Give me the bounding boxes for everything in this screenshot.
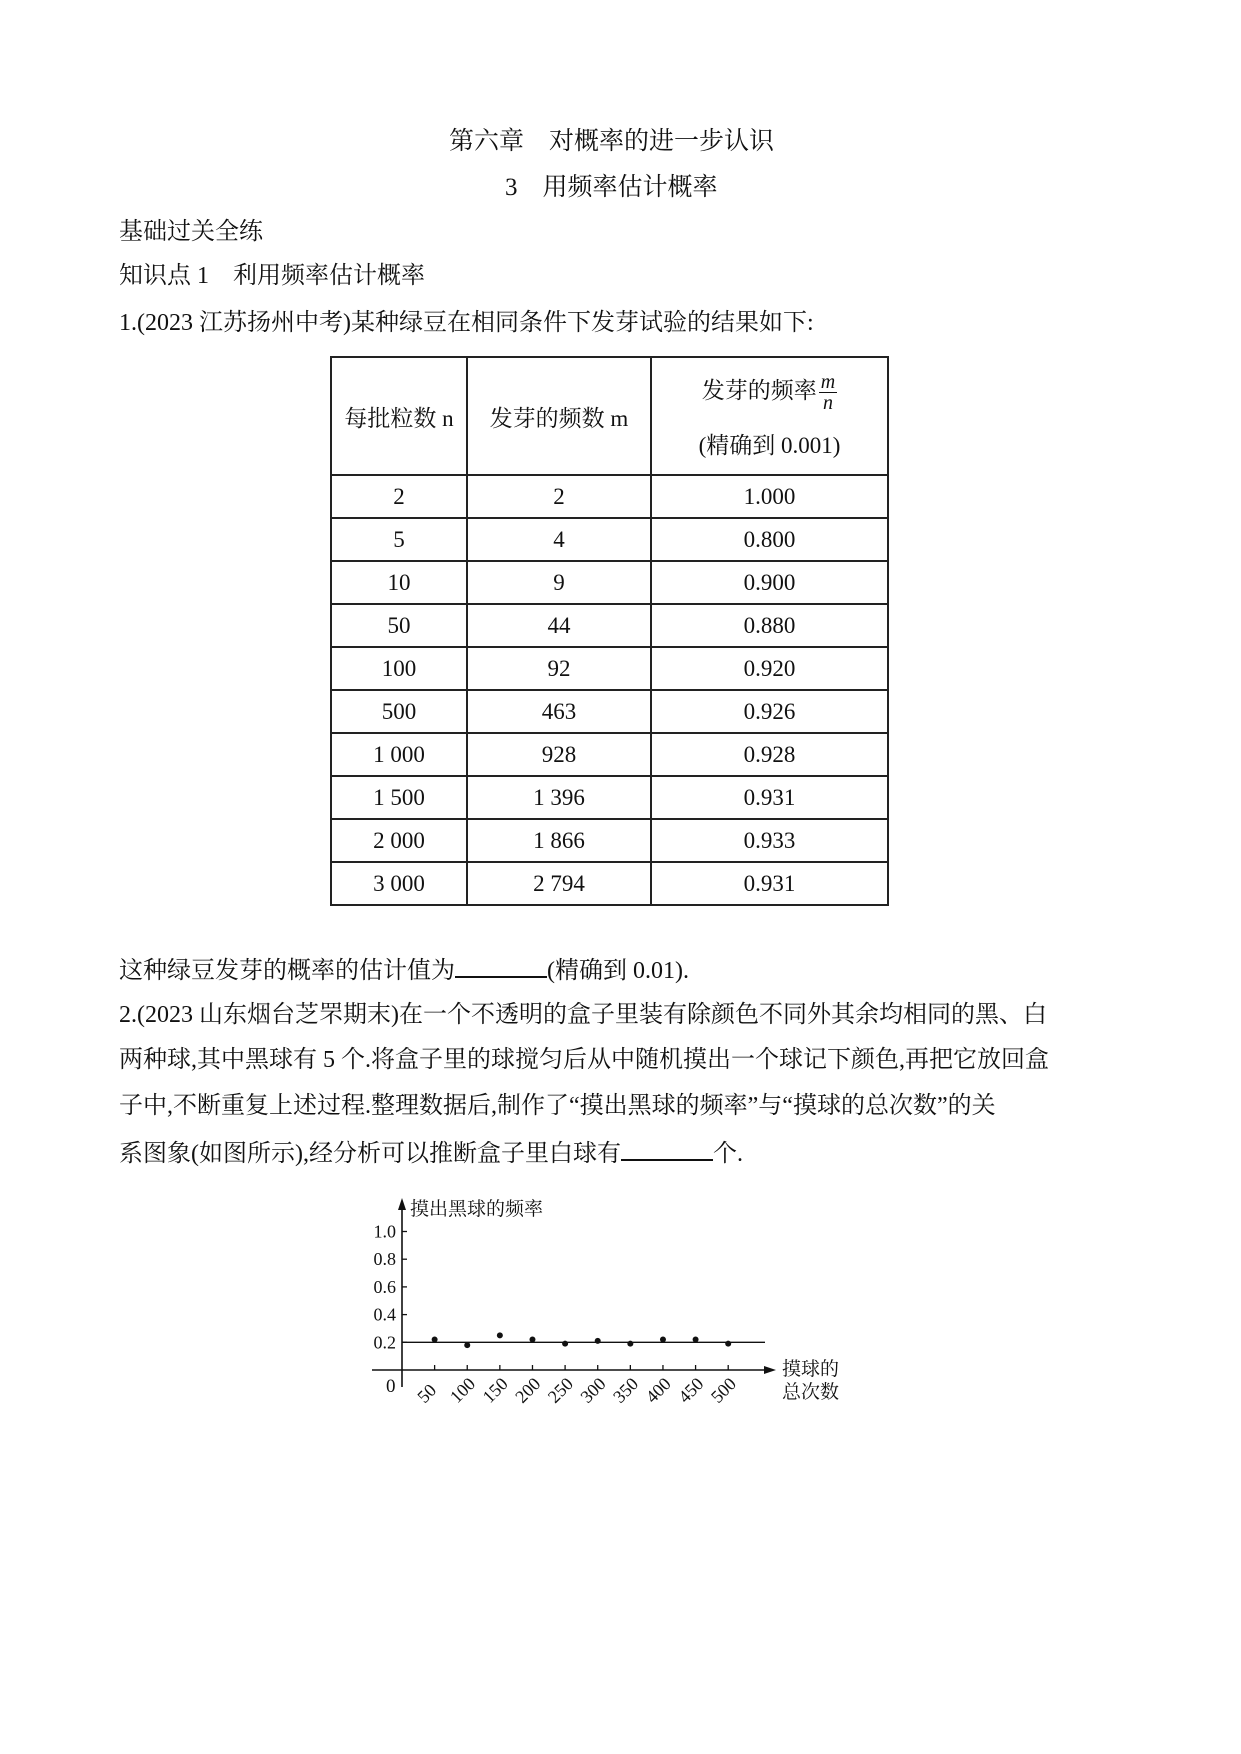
y-tick-label: 0.4 [373, 1304, 396, 1325]
header-frequency-text: 发芽的频率 [701, 377, 817, 403]
data-point [627, 1341, 633, 1347]
cell-germination-count: 2 794 [467, 862, 651, 905]
x-tick-label: 200 [511, 1373, 545, 1407]
q2-line-3: 子中,不断重复上述过程.整理数据后,制作了“摸出黑球的频率”与“摸球的总次数”的关 [119, 1093, 996, 1119]
x-axis-label-line-1: 摸球的 [782, 1359, 840, 1380]
cell-germination-frequency: 0.920 [651, 647, 888, 690]
cell-batch-size: 100 [331, 647, 467, 690]
y-tick-label: 0.8 [373, 1249, 396, 1270]
header-germination-count: 发芽的频数 m [467, 357, 651, 475]
y-tick-label: 0.6 [373, 1276, 396, 1297]
cell-batch-size: 3 000 [331, 862, 467, 905]
data-point [595, 1338, 601, 1344]
cell-germination-frequency: 0.926 [651, 690, 888, 733]
x-tick-label: 150 [478, 1373, 512, 1407]
cell-batch-size: 5 [331, 518, 467, 561]
chapter-title: 第六章 对概率的进一步认识 [449, 128, 775, 155]
data-point [725, 1341, 731, 1347]
fraction-numerator: m [820, 371, 836, 394]
header-batch-size: 每批粒数 n [331, 357, 467, 475]
x-tick-label: 350 [609, 1373, 643, 1407]
cell-germination-count: 2 [467, 475, 651, 518]
q2-line-4-prefix: 系图象(如图所示),经分析可以推断盒子里白球有 [119, 1141, 621, 1167]
origin-label: 0 [386, 1376, 396, 1397]
data-point [660, 1337, 666, 1343]
cell-germination-count: 928 [467, 733, 651, 776]
data-point [432, 1337, 438, 1343]
cell-germination-frequency: 0.931 [651, 862, 888, 905]
data-point [562, 1341, 568, 1347]
cell-batch-size: 500 [331, 690, 467, 733]
cell-batch-size: 1 500 [331, 776, 467, 819]
header-precision-note: (精确到 0.001) [698, 433, 841, 459]
data-point [529, 1337, 535, 1343]
cell-germination-frequency: 0.900 [651, 561, 888, 604]
q1-answer-prefix: 这种绿豆发芽的概率的估计值为 [119, 958, 455, 984]
q2-line-4-suffix: 个. [712, 1141, 743, 1167]
cell-germination-count: 4 [467, 518, 651, 561]
cell-batch-size: 1 000 [331, 733, 467, 776]
q2-line-2: 两种球,其中黑球有 5 个.将盒子里的球搅匀后从中随机摸出一个球记下颜色,再把它放回盒 [119, 1047, 1049, 1073]
cell-batch-size: 2 000 [331, 819, 467, 862]
data-point [693, 1337, 699, 1343]
y-tick-label: 1.0 [373, 1221, 396, 1242]
x-tick-label: 100 [445, 1373, 480, 1407]
cell-germination-frequency: 0.800 [651, 518, 888, 561]
cell-germination-frequency: 0.931 [651, 776, 888, 819]
section-label: 基础过关全练 [119, 219, 263, 245]
q1-stem: 1.(2023 江苏扬州中考)某种绿豆在相同条件下发芽试验的结果如下: [119, 310, 814, 336]
fraction-denominator: n [822, 392, 833, 415]
q1-answer-suffix: (精确到 0.01). [547, 958, 689, 984]
y-axis-arrow [398, 1198, 406, 1210]
x-tick-label: 450 [674, 1373, 708, 1407]
x-tick-label: 250 [543, 1373, 578, 1407]
cell-germination-count: 44 [467, 604, 651, 647]
cell-germination-frequency: 0.928 [651, 733, 888, 776]
cell-germination-frequency: 0.880 [651, 604, 888, 647]
cell-germination-count: 1 866 [467, 819, 651, 862]
y-axis-label: 摸出黑球的频率 [410, 1199, 544, 1220]
section-title: 3 用频率估计概率 [505, 174, 718, 201]
y-tick-label: 0.2 [373, 1332, 396, 1353]
x-axis-label-line-2: 总次数 [782, 1382, 840, 1403]
knowledge-point-heading: 知识点 1 利用频率估计概率 [119, 263, 425, 289]
x-tick-label: 300 [576, 1373, 610, 1407]
cell-germination-count: 92 [467, 647, 651, 690]
data-point [497, 1332, 503, 1338]
cell-germination-count: 1 396 [467, 776, 651, 819]
cell-batch-size: 10 [331, 561, 467, 604]
cell-germination-frequency: 0.933 [651, 819, 888, 862]
data-point [464, 1342, 470, 1348]
cell-germination-count: 463 [467, 690, 651, 733]
q2-line-1: 2.(2023 山东烟台芝罘期末)在一个不透明的盒子里装有除颜色不同外其余均相同的黑、白 [119, 1002, 1047, 1028]
x-tick-label: 400 [641, 1373, 675, 1407]
x-tick-label: 50 [413, 1379, 441, 1407]
cell-batch-size: 50 [331, 604, 467, 647]
x-tick-label: 500 [706, 1373, 741, 1407]
cell-germination-count: 9 [467, 561, 651, 604]
cell-germination-frequency: 1.000 [651, 475, 888, 518]
cell-batch-size: 2 [331, 475, 467, 518]
x-axis-arrow [764, 1366, 776, 1374]
